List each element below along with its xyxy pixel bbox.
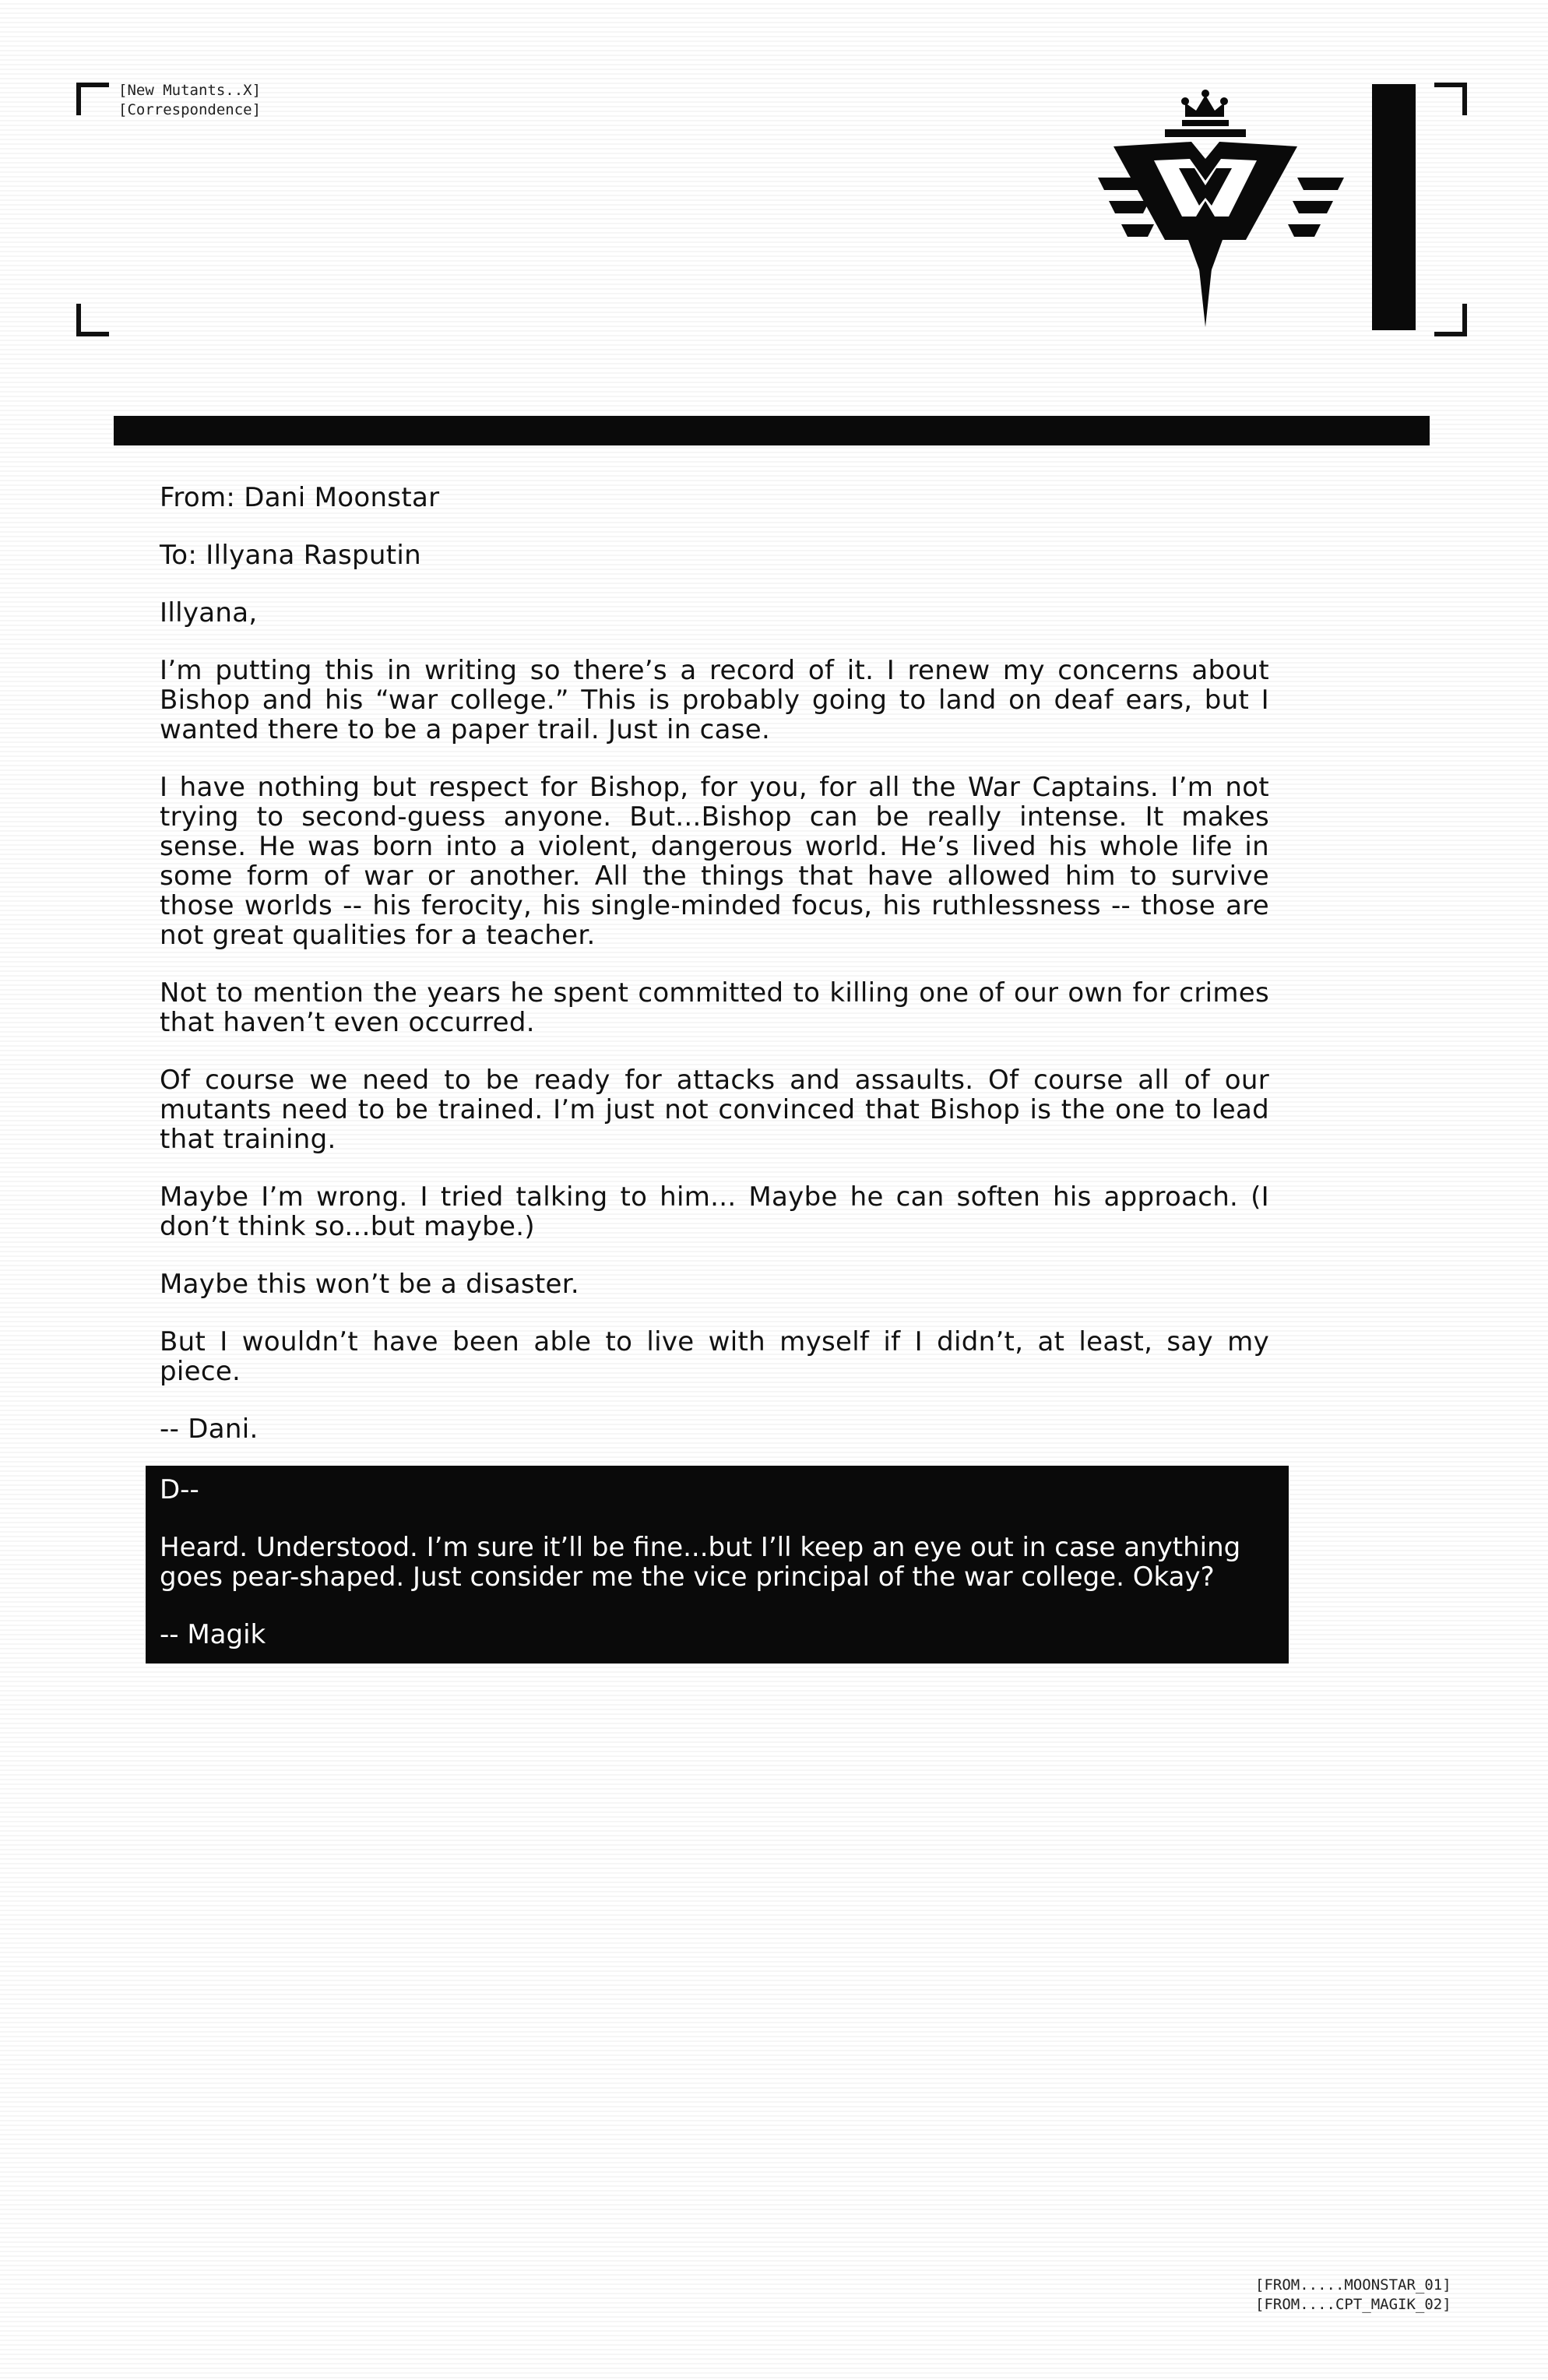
letter-paragraph: But I wouldn’t have been able to live with myself if I didn’t, at least, say my piece. [160, 1326, 1269, 1387]
reply-signoff: -- Magik [160, 1619, 266, 1650]
series-label: [New Mutants..X] [118, 82, 262, 99]
logo-bar [1372, 84, 1416, 330]
reply-body: Heard. Understood. I’m sure it’ll be fine...but I’ll keep an eye out in case anything goes pear-shaped. Just consider me the vice principal of the war college. Okay? [160, 1532, 1241, 1593]
footer-line-1: [FROM.....MOONSTAR_01] [1255, 2276, 1451, 2294]
corner-bracket-top-left [76, 83, 109, 115]
footer-tag [1255, 2276, 1451, 2315]
letter-signoff: -- Dani. [160, 1414, 259, 1445]
letter-paragraph: I have nothing but respect for Bishop, for you, for all the War Captains. I’m not trying to second-guess anyone. But...Bishop can be really intense. It makes sense. He was born into a violent, dangerous world. He’s lived his whole life in some form of war or another. All the things that have allowed him to survive those worlds -- his ferocity, his single-minded focus, his ruthlessness -- those are not great qualities for a teacher. [160, 772, 1269, 951]
letter-paragraph: I’m putting this in writing so there’s a record of it. I renew my concerns about Bishop and his “war college.” This is probably going to land on deaf ears, but I wanted there to be a paper trail. Just in case. [160, 655, 1269, 745]
corner-bracket-bottom-left [76, 304, 109, 336]
corner-bracket-bottom-right [1434, 304, 1467, 336]
footer-line-2: [FROM....CPT_MAGIK_02] [1255, 2296, 1451, 2313]
reply-box [146, 1466, 1289, 1664]
letter-paragraph: Maybe I’m wrong. I tried talking to him... Maybe he can soften his approach. (I don’t think so...but maybe.) [160, 1181, 1269, 1242]
header-rule [114, 416, 1430, 445]
section-label: [Correspondence] [118, 101, 262, 118]
letter-to: To: Illyana Rasputin [160, 540, 422, 571]
war-college-crest-logo [1098, 84, 1344, 333]
letter-paragraph: Not to mention the years he spent committed to killing one of our own for crimes that haven’t even occurred. [160, 977, 1269, 1038]
letter-paragraph: Maybe this won’t be a disaster. [160, 1269, 580, 1300]
letter-paragraph: Of course we need to be ready for attacks and assaults. Of course all of our mutants need to be trained. I’m just not convinced that Bishop is the one to lead that training. [160, 1065, 1269, 1155]
reply-salutation: D-- [160, 1474, 199, 1505]
letter-salutation: Illyana, [160, 597, 258, 628]
letter-body [160, 483, 1269, 1472]
header-tag [118, 81, 261, 120]
corner-bracket-top-right [1434, 83, 1467, 115]
letter-from: From: Dani Moonstar [160, 482, 440, 513]
